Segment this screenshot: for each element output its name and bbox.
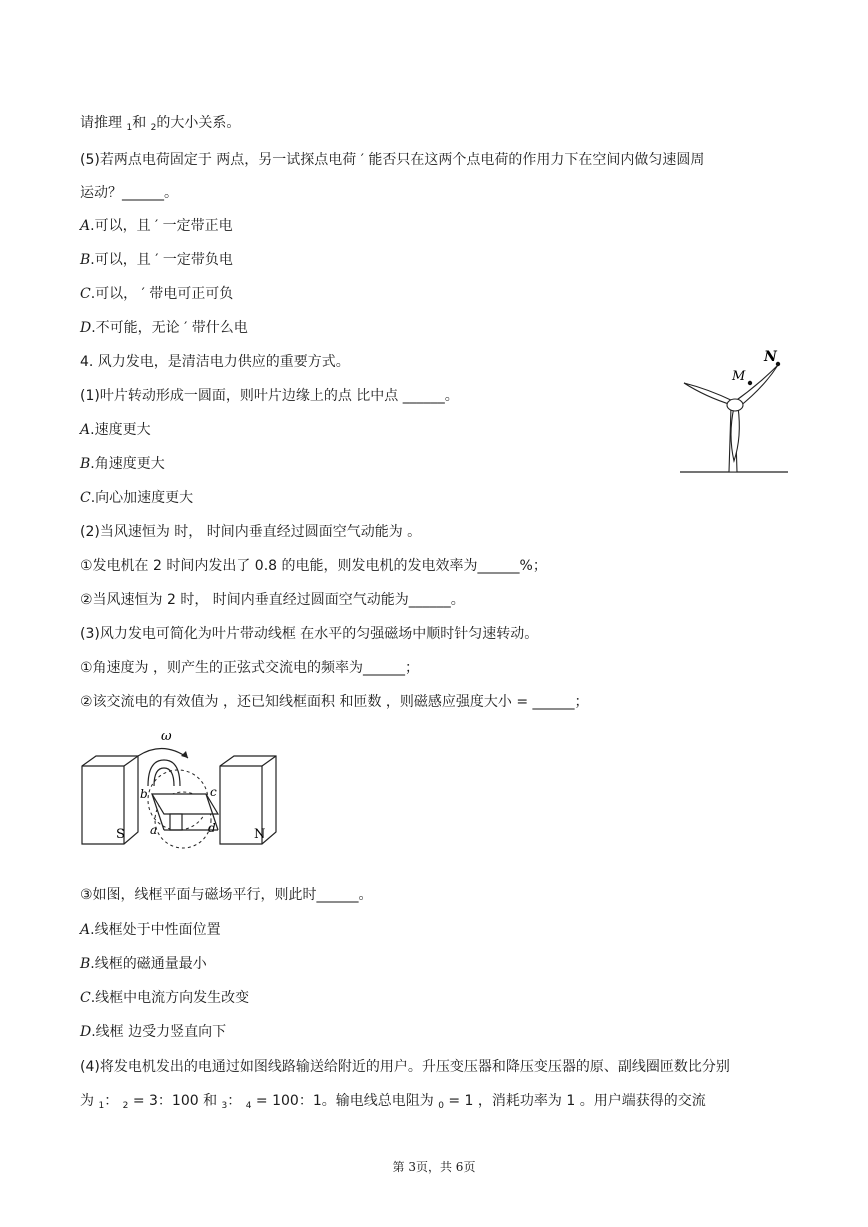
subscript: 1 [98, 1101, 105, 1111]
text-fragment: 请推理 [80, 115, 127, 131]
option-text: .线框的磁通量最小 [90, 956, 207, 972]
option-c [80, 988, 249, 1008]
text-fragment: = 3：100 和 [128, 1093, 222, 1109]
point-m [748, 381, 752, 385]
label-m: M [732, 369, 746, 384]
option-letter: A [80, 422, 91, 438]
option-text: .可以，且 ′ 一定带负电 [90, 252, 233, 268]
magnet-n [220, 756, 276, 844]
option-d [80, 318, 248, 338]
label-a: a [150, 823, 158, 837]
option-text: .向心加速度更大 [90, 490, 194, 506]
option-letter: A [80, 922, 91, 938]
subscript: 2 [150, 123, 157, 133]
sub-question-3: (3)风力发电可简化为叶片带动线框 在水平的匀强磁场中顺时针匀速转动。 [80, 626, 539, 642]
subscript: 0 [438, 1101, 444, 1111]
option-text: .不可能，无论 ′ 带什么电 [91, 320, 248, 336]
option-b [80, 454, 165, 474]
option-b [80, 954, 207, 974]
text-line [80, 113, 240, 138]
option-letter: C [80, 286, 91, 302]
magnet-s [82, 756, 138, 844]
sub-question-2-part-2: ②当风速恒为 2 时， 时间内垂直经过圆面空气动能为______。 [80, 592, 465, 608]
option-text: .速度更大 [90, 422, 151, 438]
option-text: .可以， ′ 带电可正可负 [90, 286, 234, 302]
sub-question-3-part-3: ③如图，线框平面与磁场平行，则此时______。 [80, 887, 373, 903]
label-b: b [140, 787, 148, 801]
coil-axis [170, 814, 182, 830]
generator-figure [78, 720, 288, 872]
text-fragment: ： [104, 1093, 123, 1109]
option-c [80, 488, 193, 508]
question-4-title: 4. 风力发电，是清洁电力供应的重要方式。 [80, 354, 350, 370]
option-text: .线框中电流方向发生改变 [90, 990, 250, 1006]
label-n: N [764, 349, 777, 365]
sub-question-3-part-2: ②该交流电的有效值为 ，还已知线框面积 和匝数 ，则磁感应强度大小 = ______； [80, 694, 589, 710]
option-letter: D [80, 1024, 92, 1040]
text-fragment: 为 [80, 1093, 99, 1109]
sub-question-3-part-1: ①角速度为 ，则产生的正弦式交流电的频率为______； [80, 660, 419, 676]
coil-frame [152, 794, 218, 814]
option-a [80, 420, 151, 440]
option-a [80, 216, 233, 236]
option-letter: B [80, 456, 91, 472]
turbine-blade-down [731, 407, 739, 461]
option-text: .可以，且 ′ 一定带正电 [90, 218, 233, 234]
text-fragment: 和 [132, 115, 151, 131]
sub-question-1: (1)叶片转动形成一圆面，则叶片边缘上的点 比中点 ______。 [80, 388, 459, 404]
question-5-text: (5)若两点电荷固定于 两点，另一试探点电荷 ′ 能否只在这两个点电荷的作用力下在空间内做匀速圆周 [80, 152, 705, 168]
label-n: N [254, 827, 266, 842]
option-text: .线框 边受力竖直向下 [91, 1024, 227, 1040]
subscript: 3 [221, 1101, 228, 1111]
question-5-prompt: 运动？______。 [80, 185, 178, 201]
label-s: S [116, 827, 125, 842]
sub-question-4: (4)将发电机发出的电通过如图线路输送给附近的用户。升压变压器和降压变压器的原、副线圈匝数比分别 [80, 1059, 730, 1075]
text-fragment: ： [227, 1093, 246, 1109]
option-d [80, 1022, 226, 1042]
turbine-hub [727, 399, 743, 411]
option-c [80, 284, 233, 304]
option-letter: A [80, 218, 91, 234]
subscript: 1 [126, 123, 133, 133]
option-letter: B [80, 252, 91, 268]
rotation-arc [138, 748, 188, 758]
subscript: 2 [122, 1101, 129, 1111]
option-text: .线框处于中性面位置 [90, 922, 221, 938]
option-letter: C [80, 490, 91, 506]
label-d: d [208, 821, 216, 835]
label-c: c [210, 785, 217, 799]
sub-question-4-ratios [80, 1091, 706, 1116]
wind-turbine-figure [676, 345, 796, 480]
label-omega: ω [161, 729, 172, 744]
subscript: 4 [245, 1101, 252, 1111]
text-fragment: = 100：1。输电线总电阻为 [251, 1093, 439, 1109]
option-letter: D [80, 320, 92, 336]
sub-question-2: (2)当风速恒为 时， 时间内垂直经过圆面空气动能为 。 [80, 524, 422, 540]
option-text: .角速度更大 [90, 456, 165, 472]
page-footer: 第 3页，共 6页 [392, 1160, 476, 1174]
option-b [80, 250, 233, 270]
option-letter: C [80, 990, 91, 1006]
text-fragment: 的大小关系。 [156, 115, 241, 131]
sub-question-2-part-1: ①发电机在 2 时间内发出了 0.8 的电能，则发电机的发电效率为______%； [80, 558, 547, 574]
option-letter: B [80, 956, 91, 972]
option-a [80, 920, 221, 940]
text-fragment: = 1 ，消耗功率为 1 。用户端获得的交流 [443, 1093, 706, 1109]
turbine-blade-left [684, 383, 733, 405]
